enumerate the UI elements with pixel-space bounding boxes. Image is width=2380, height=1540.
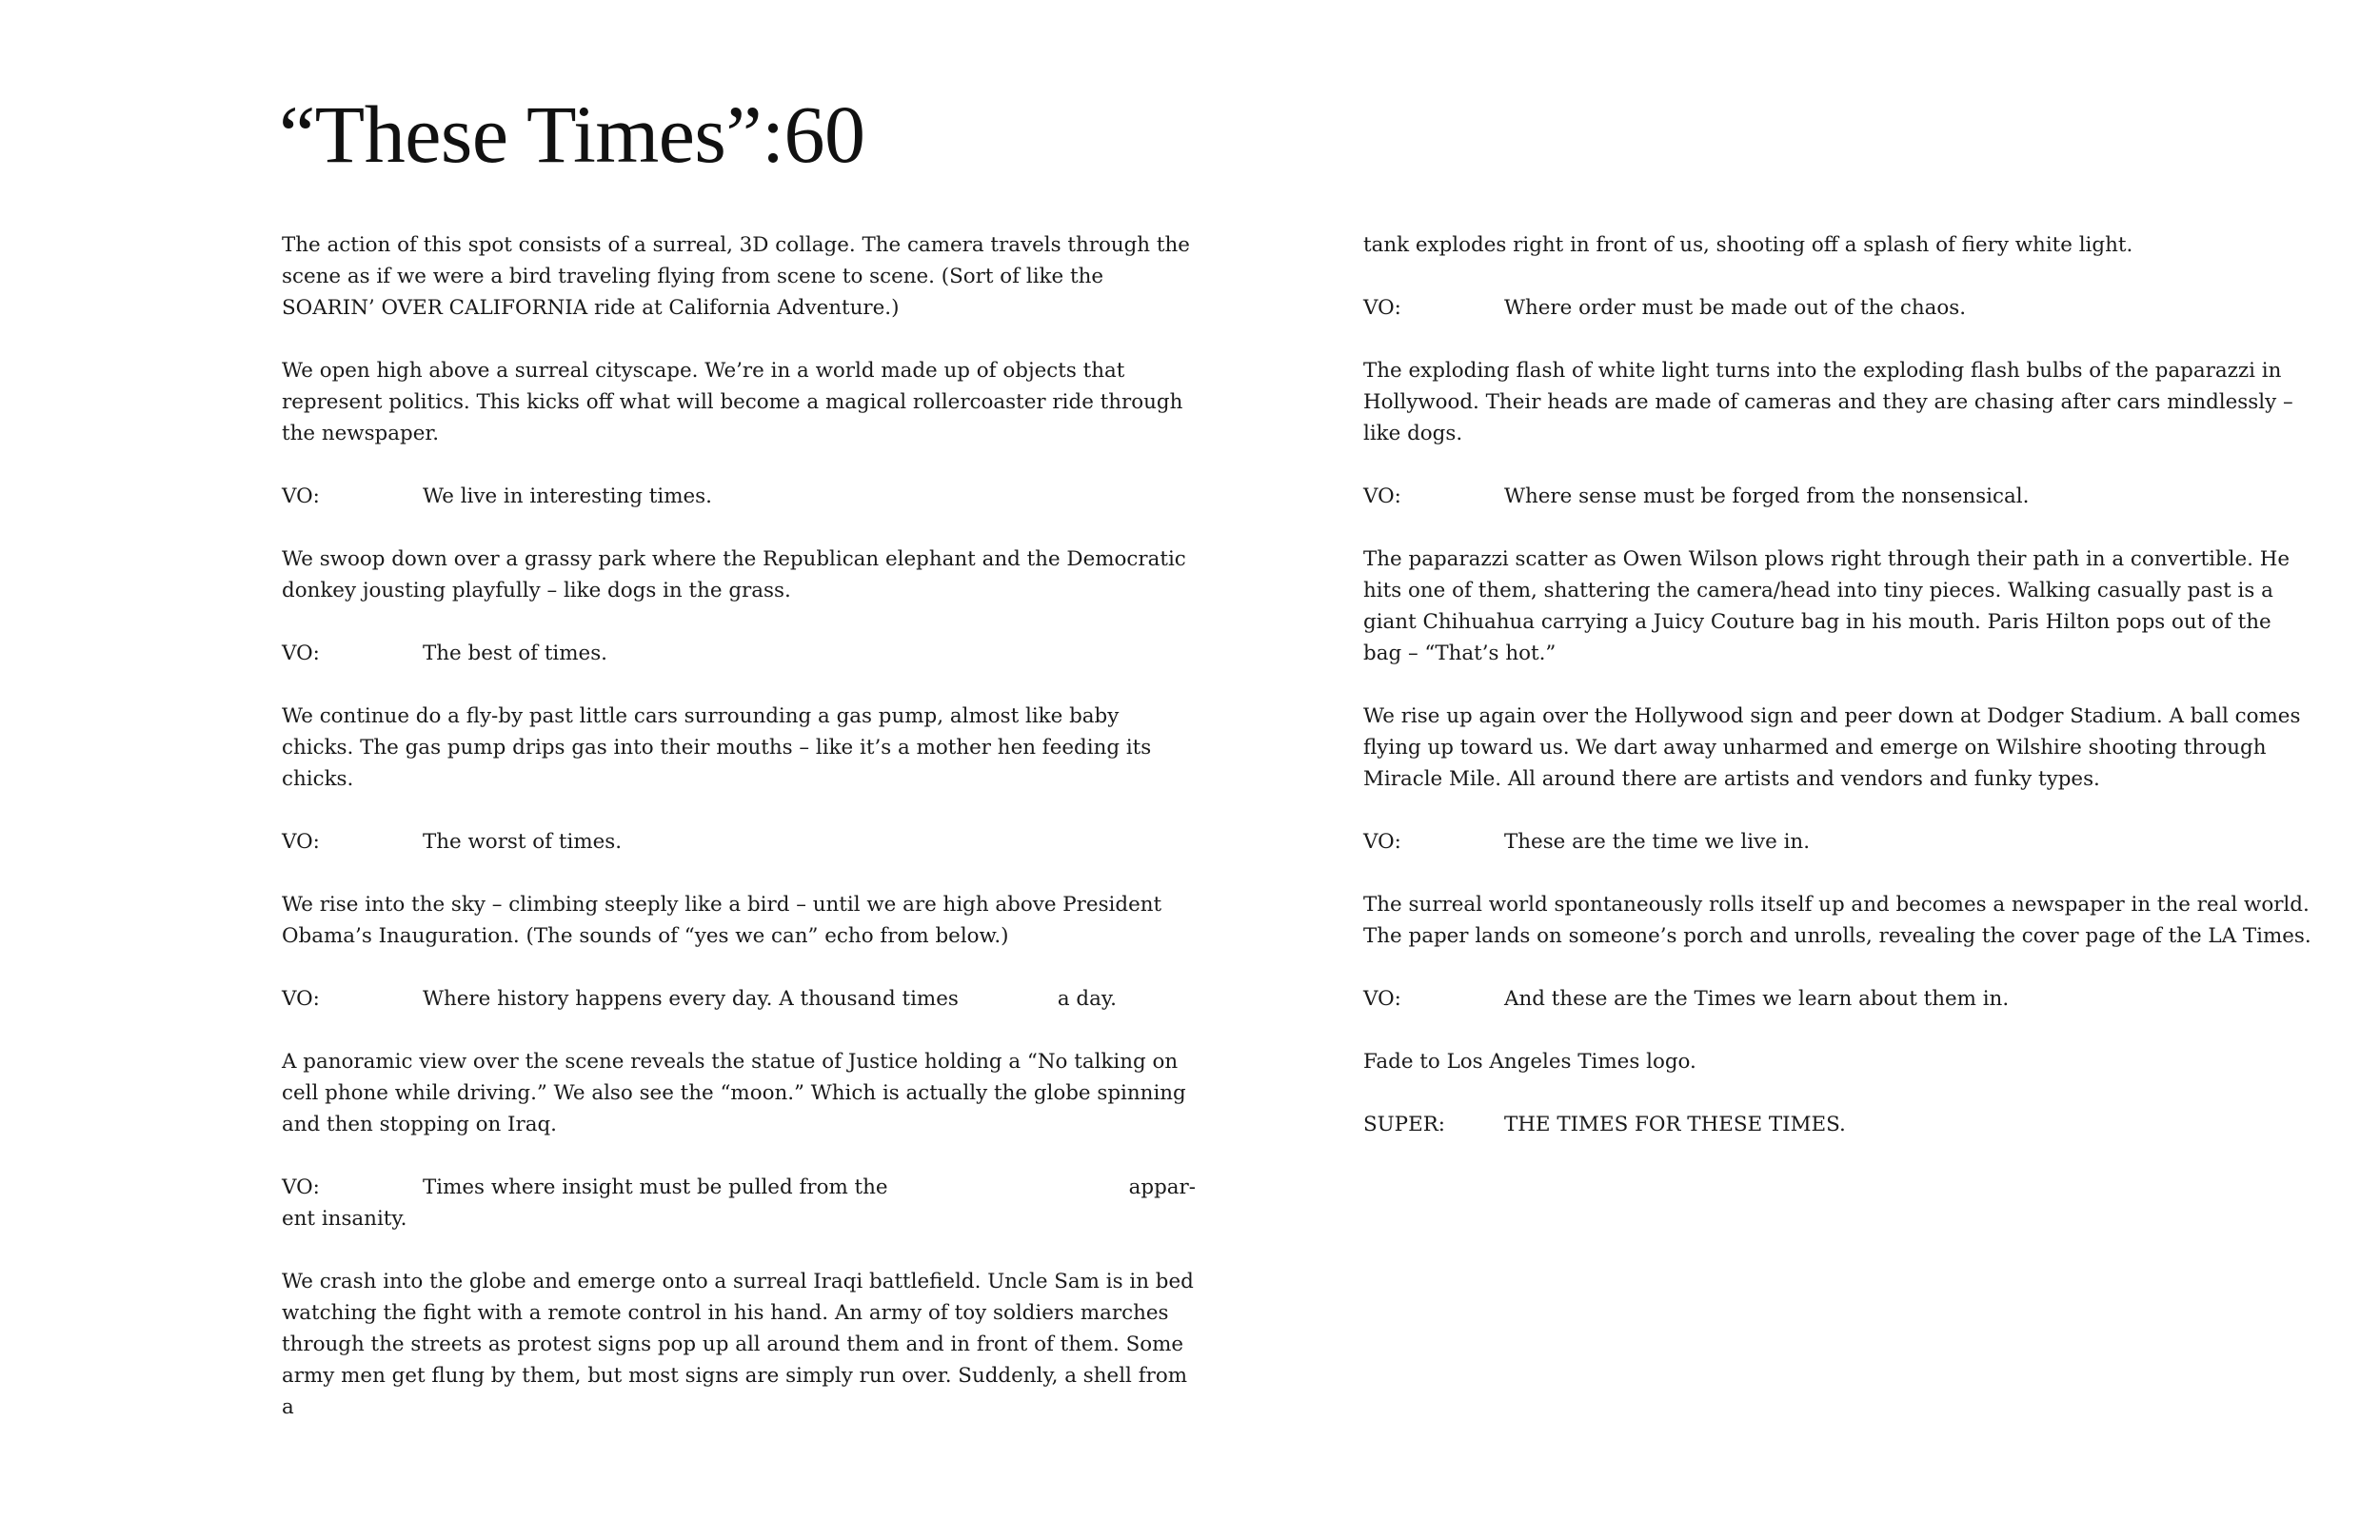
paragraph: The surreal world spontaneously rolls itself up and becomes a newspaper in the real world. The paper lands on someone’s porch and unrolls, revealing the cover page of the LA Times. — [1363, 893, 2311, 948]
voiceover-line — [1363, 292, 2315, 324]
voiceover-line — [282, 983, 1196, 1015]
voiceover-line — [282, 1172, 1196, 1234]
voiceover-line — [1363, 481, 2315, 512]
script-column-right — [1363, 229, 2315, 1172]
voiceover-text-part: a day. — [1057, 987, 1117, 1011]
voiceover-text: And these are the Times we learn about them in. — [1504, 987, 2010, 1011]
super-line — [1363, 1109, 2315, 1140]
voiceover-line — [1363, 826, 2315, 858]
paragraph: The action of this spot consists of a surreal, 3D collage. The camera travels through the scene as if we were a bird traveling flying from scene to scene. (Sort of like the SOARIN’ OVER CALIFORNIA ride at California Adventure.) — [282, 233, 1190, 320]
voiceover-label: VO: — [1363, 987, 1401, 1011]
paragraph: The paparazzi scatter as Owen Wilson plows right through their path in a convertible. He hits one of them, shattering the camera/head into tiny pieces. Walking casually past is a giant Chihuahua carrying a Juicy Couture bag in his mouth. Paris Hilton pops out of the bag – “That’s hot.” — [1363, 547, 2291, 665]
voiceover-text-part: appar- — [1128, 1175, 1196, 1199]
super-label: SUPER: — [1363, 1113, 1446, 1136]
paragraph: We rise up again over the Hollywood sign and peer down at Dodger Stadium. A ball comes flying up toward us. We dart away unharmed and emerge on Wilshire shooting through Miracle Mile. All around there are artists and vendors and funky types. — [1363, 704, 2301, 791]
paragraph: We crash into the globe and emerge onto a surreal Iraqi battlefield. Uncle Sam is in bed watching the fight with a remote control in his hand. An army of toy soldiers marches through the streets as protest signs pop up all around them and in front of them. Some army men get flung by them, but most signs are simply run over. Suddenly, a shell from a — [282, 1270, 1194, 1419]
voiceover-text: The best of times. — [423, 642, 607, 665]
paragraph: We continue do a fly-by past little cars surrounding a gas pump, almost like baby chicks. The gas pump drips gas into their mouths – like it’s a mother hen feeding its chicks. — [282, 704, 1152, 791]
voiceover-label: VO: — [1363, 830, 1401, 854]
voiceover-label: VO: — [282, 830, 320, 854]
voiceover-label: VO: — [282, 642, 320, 665]
paragraph: Fade to Los Angeles Times logo. — [1363, 1050, 1696, 1074]
voiceover-text: We live in interesting times. — [423, 484, 712, 508]
voiceover-label: VO: — [282, 987, 320, 1011]
voiceover-line — [282, 826, 1196, 858]
paragraph: We rise into the sky – climbing steeply like a bird – until we are high above President Obama’s Inauguration. (The sounds of “yes we can” echo from below.) — [282, 893, 1162, 948]
voiceover-text: The worst of times. — [423, 830, 623, 854]
voiceover-text-part: ent insanity. — [282, 1207, 407, 1231]
script-column-left — [282, 229, 1196, 1454]
voiceover-text: These are the time we live in. — [1504, 830, 1810, 854]
super-text: THE TIMES FOR THESE TIMES. — [1504, 1113, 1846, 1136]
page-title: “These Times”:60 — [279, 89, 865, 180]
voiceover-line — [282, 638, 1196, 669]
voiceover-line — [282, 481, 1196, 512]
voiceover-text — [423, 983, 1196, 1015]
voiceover-label: VO: — [1363, 484, 1401, 508]
paragraph: tank explodes right in front of us, shooting off a splash of fiery white light. — [1363, 233, 2133, 257]
voiceover-label: VO: — [282, 484, 320, 508]
paragraph: The exploding flash of white light turns into the exploding flash bulbs of the paparazzi in Hollywood. Their heads are made of cameras and they are chasing after cars mindlessly – like dogs. — [1363, 359, 2293, 445]
voiceover-text: Where sense must be forged from the nonsensical. — [1504, 484, 2030, 508]
paragraph: We swoop down over a grassy park where the Republican elephant and the Democratic donkey jousting playfully – like dogs in the grass. — [282, 547, 1186, 602]
voiceover-line — [1363, 983, 2315, 1015]
voiceover-label: VO: — [1363, 296, 1401, 320]
voiceover-text: Where order must be made out of the chaos. — [1504, 296, 1966, 320]
voiceover-text-part: Where history happens every day. A thousand times — [423, 987, 959, 1011]
paragraph: We open high above a surreal cityscape. We’re in a world made up of objects that represent politics. This kicks off what will become a magical rollercoaster ride through the newspaper. — [282, 359, 1183, 445]
paragraph: A panoramic view over the scene reveals the statue of Justice holding a “No talking on cell phone while driving.” We also see the “moon.” Which is actually the globe spinning and then stopping on Iraq. — [282, 1050, 1186, 1136]
voiceover-text-part: Times where insight must be pulled from the — [423, 1175, 888, 1199]
voiceover-label: VO: — [282, 1175, 320, 1199]
